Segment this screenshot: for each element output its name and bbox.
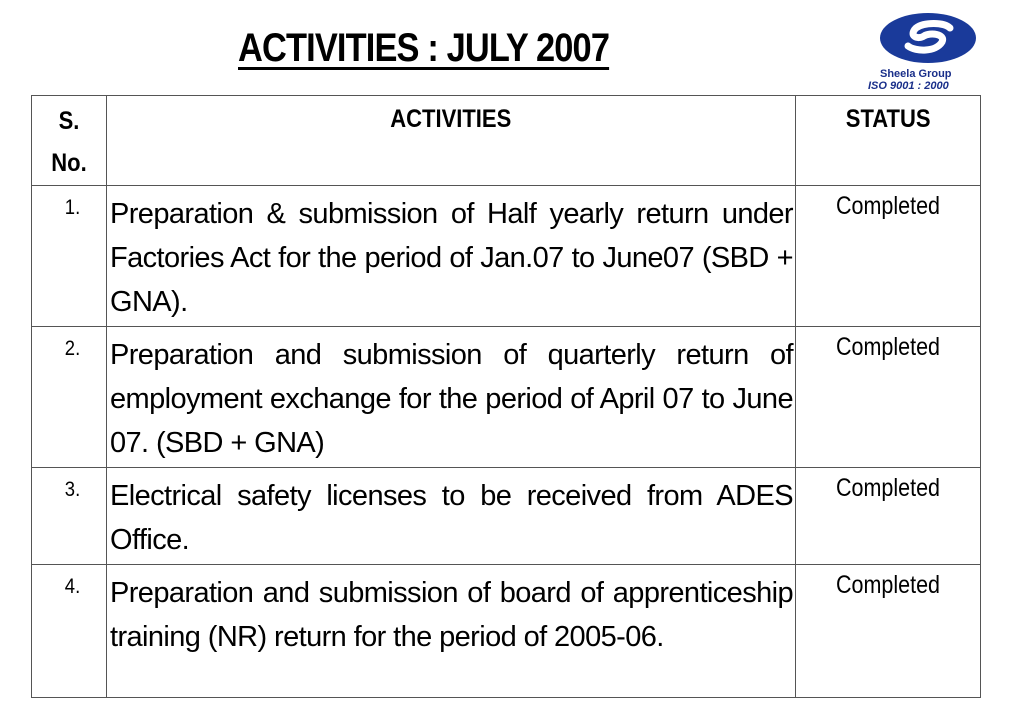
table-row xyxy=(32,186,981,327)
row-status: Completed xyxy=(836,192,940,220)
activities-table xyxy=(31,95,981,698)
logo-iso-certification: ISO 9001 : 2000 xyxy=(868,80,949,92)
row-activity: Preparation and submission of quarterly return of employment exchange for the period of April 07 to June 07. (SBD + GNA) xyxy=(110,339,793,459)
row-activity: Preparation and submission of board of apprenticeship training (NR) return for the period of 2005-06. xyxy=(110,577,793,653)
header-status-label: STATUS xyxy=(845,105,931,133)
row-status: Completed xyxy=(836,571,940,599)
page-title: ACTIVITIES : JULY 2007 xyxy=(238,26,610,70)
header-status xyxy=(796,96,981,186)
table-header-row xyxy=(32,96,981,186)
header-sno xyxy=(32,96,107,186)
sheela-swirl-icon xyxy=(878,12,978,64)
header-sno-label: S. No. xyxy=(51,107,87,177)
row-number: 4. xyxy=(64,575,81,598)
table-row xyxy=(32,327,981,468)
row-activity: Electrical safety licenses to be received from ADES Office. xyxy=(110,480,793,556)
row-number: 1. xyxy=(64,196,81,219)
row-status: Completed xyxy=(836,474,940,502)
sheela-group-logo xyxy=(862,12,1002,92)
header-activities xyxy=(107,96,796,186)
table-row xyxy=(32,468,981,565)
logo-company-name: Sheela Group xyxy=(880,68,952,80)
header-activities-label: ACTIVITIES xyxy=(390,105,512,133)
row-activity: Preparation & submission of Half yearly return under Factories Act for the period of Jan.07 to June07 (SBD + GNA). xyxy=(110,198,793,318)
table-row xyxy=(32,565,981,698)
row-number: 2. xyxy=(64,337,81,360)
row-status: Completed xyxy=(836,333,940,361)
row-number: 3. xyxy=(64,478,81,501)
